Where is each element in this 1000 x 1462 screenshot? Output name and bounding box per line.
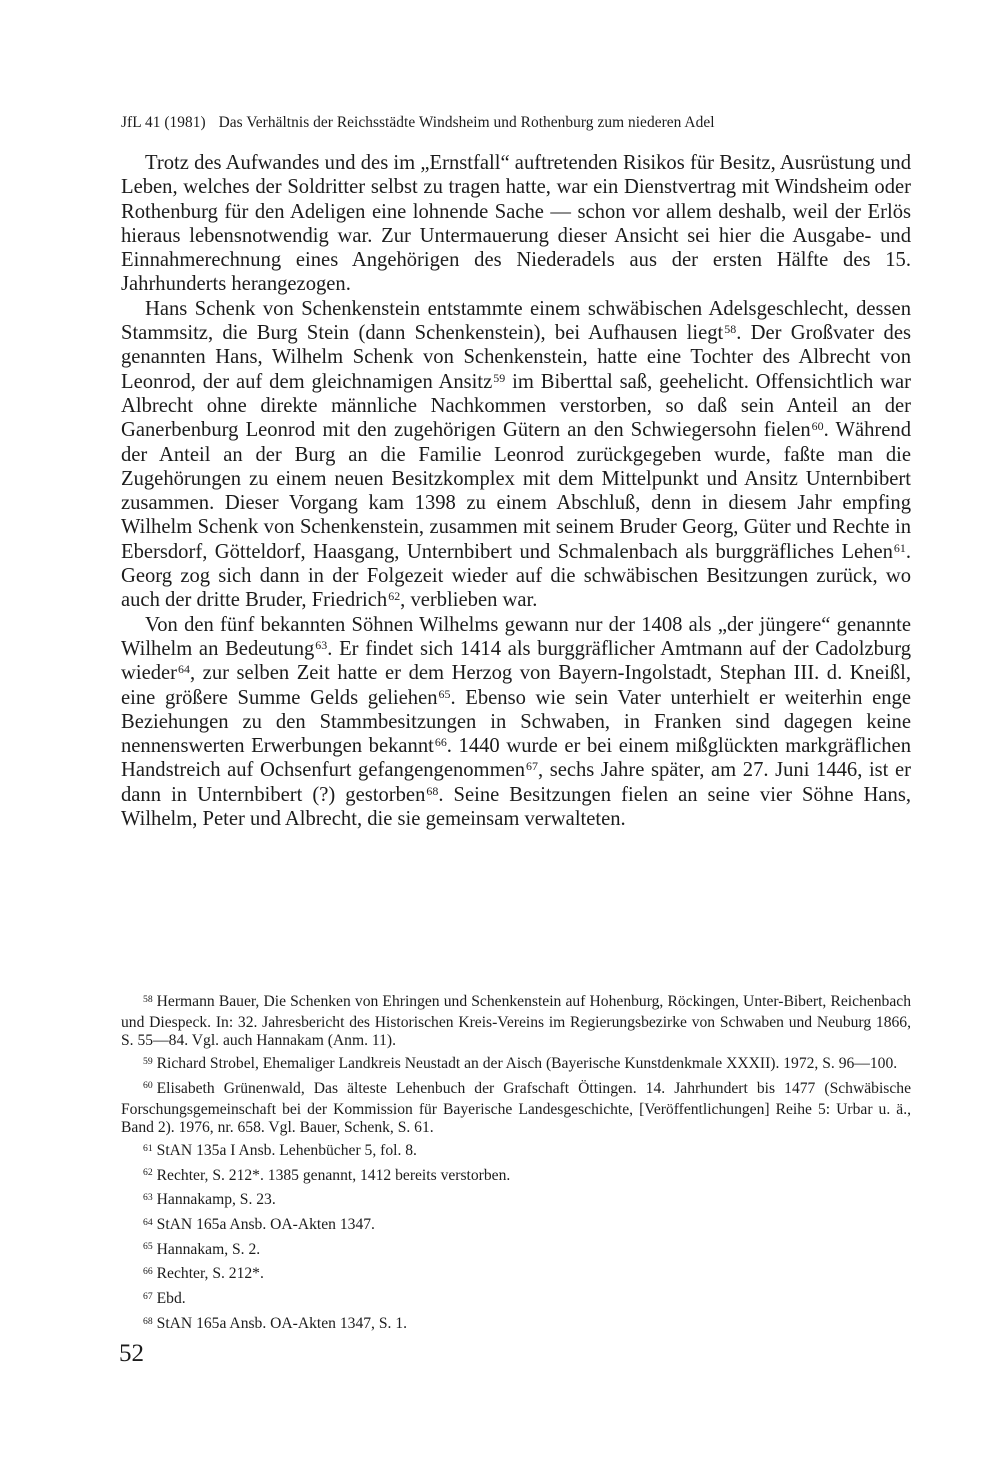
footnote-number: 67	[143, 1290, 153, 1302]
footnote-text: StAN 135a I Ansb. Lehenbücher 5, fol. 8.	[156, 1141, 417, 1159]
footnote-text: Hannakam, S. 2.	[156, 1240, 261, 1258]
footnotes	[121, 993, 911, 1340]
text-run: Trotz des Aufwandes und des im „Ernstfall“ auftretenden Risikos für Besitz, Ausrüstung und Leben, welches der Soldritter selbst zu tragen hatte, war ein Dienstvertrag mit Windsheim oder Rothenburg für den Adeligen eine lohnende Sache — schon vor allem deshalb, weil der Erlös hieraus lebensnotwendig war. Zur Untermauerung dieser Ansicht sei hier die Ausgabe- und Einnahmerechnung eines Angehörigen des Niederadels aus der ersten Hälfte des 15. Jahrhunderts herangezogen.	[121, 152, 911, 296]
text-run: . 1440 wurde er bei einem mißglückten markgräflichen Handstreich auf Ochsenfurt gefangengenommen	[121, 735, 911, 782]
body-paragraph	[121, 151, 911, 297]
footnote	[121, 1080, 911, 1138]
footnote	[121, 1216, 911, 1237]
footnote-reference: 59	[493, 370, 506, 385]
footnote	[121, 1265, 911, 1286]
footnote-number: 63	[143, 1191, 153, 1203]
footnote	[121, 1055, 911, 1076]
footnote-reference: 58	[724, 322, 737, 337]
text-run: . Georg zog sich dann in der Folgezeit wieder auf die schwäbischen Besitzungen zurück, wo auch der dritte Bruder, Friedrich	[121, 540, 911, 612]
text-run: Hans Schenk von Schenkenstein entstammte einem schwäbischen Adelsgeschlecht, dessen Stammsitz, die Burg Stein (dann Schenkenstein), bei Aufhausen liegt	[121, 297, 911, 345]
footnote	[121, 1315, 911, 1336]
footnote-number: 64	[143, 1216, 153, 1228]
footnote-number: 58	[143, 993, 153, 1005]
text-run: , zur selben Zeit hatte er dem Herzog von Bayern-Ingolstadt, Stephan III. d. Kneißl, eine größere Summe Gelds geliehen	[121, 662, 911, 709]
footnote	[121, 1191, 911, 1212]
footnote-reference: 62	[388, 589, 401, 604]
footnote	[121, 1167, 911, 1188]
footnote-reference: 60	[811, 419, 824, 434]
footnote-text: Elisabeth Grünenwald, Das älteste Lehenbuch der Grafschaft Öttingen. 14. Jahrhundert bis 1477 (Schwäbische Forschungsgemeinschaft bei der Kommission für Bayerische Landesgeschichte, [Veröffentlichungen] Reihe 5: Urbar u. ä., Band 2). 1976, nr. 658. Vgl. Bauer, Schenk, S. 61.	[121, 1079, 911, 1137]
footnote	[121, 993, 911, 1051]
footnote	[121, 1241, 911, 1262]
footnote-text: StAN 165a Ansb. OA-Akten 1347.	[156, 1216, 375, 1234]
text-run: im Biberttal saß, geehelicht. Offensichtlich war Albrecht ohne direkte männliche Nachkommen verstorben, so daß sein Anteil an der Ganerbenburg Leonrod mit den zugehörigen Gütern an den Schwiegersohn fielen	[121, 370, 911, 442]
text-run: . Während der Anteil an der Burg an die Familie Leonrod zurückgegeben wurde, faßte man die Zugehörungen zu einem neuen Besitzkomplex mit dem Mittelpunkt und Ansitz Unternbibert zusammen. Dieser Vorgang kam 1398 zu einem Abschluß, denn in diesem Jahr empfing Wilhelm Schenk von Schenkenstein, zusammen mit seinem Bruder Georg, Güter und Rechte in Ebersdorf, Götteldorf, Haasgang, Unternbibert und Schmalenbach als burggräfliches Lehen	[121, 419, 911, 563]
page-number: 52	[119, 1340, 144, 1367]
footnote-reference: 64	[178, 662, 190, 677]
footnote-reference: 68	[426, 783, 439, 798]
text-run: , verblieben war.	[400, 589, 538, 612]
text-run: , sechs Jahre später, am 27. Juni 1446, ist er dann in Unternbibert (?) gestorben	[121, 759, 911, 806]
footnote-text: StAN 165a Ansb. OA-Akten 1347, S. 1.	[156, 1314, 408, 1332]
text-run: . Der Großvater des genannten Hans, Wilhelm Schenk von Schenkenstein, hatte eine Tochter des Albrecht von Leonrod, der auf dem gleichnamigen Ansitz	[121, 322, 911, 393]
footnote-reference: 61	[893, 540, 906, 555]
footnote-number: 68	[143, 1315, 153, 1327]
footnote-number: 61	[143, 1142, 153, 1154]
footnote-number: 65	[143, 1241, 153, 1253]
footnote-text: Hannakamp, S. 23.	[156, 1191, 276, 1209]
footnote-text: Ebd.	[156, 1290, 186, 1308]
footnote-number: 62	[143, 1167, 153, 1179]
body-paragraph	[121, 297, 911, 613]
running-header	[121, 114, 911, 132]
text-run: . Seine Besitzungen fielen an seine vier Söhne Hans, Wilhelm, Peter und Albrecht, die sie gemeinsam verwalteten.	[121, 783, 911, 831]
footnote-number: 59	[143, 1055, 153, 1067]
footnote-number: 60	[143, 1080, 153, 1092]
footnote-text: Rechter, S. 212*. 1385 genannt, 1412 bereits verstorben.	[156, 1166, 511, 1184]
footnote-reference: 65	[438, 686, 451, 701]
footnote-text: Richard Strobel, Ehemaliger Landkreis Neustadt an der Aisch (Bayerische Kunstdenkmale XXXII). 1972, S. 96—100.	[156, 1055, 898, 1073]
footnote-text: Hermann Bauer, Die Schenken von Ehringen und Schenkenstein auf Hohenburg, Röckingen, Unter-Bibert, Reichenbach und Diespeck. In: 32. Jahresbericht des Historischen Kreis-Vereins im Regierungsbezirke von Schwaben und Neuburg 1866, S. 55—84. Vgl. auch Hannakam (Anm. 11).	[121, 993, 911, 1050]
footnote-reference: 66	[434, 735, 447, 750]
body-text	[121, 151, 911, 831]
running-title: Das Verhältnis der Reichsstädte Windsheim und Rothenburg zum niederen Adel	[218, 114, 715, 131]
footnote-text: Rechter, S. 212*.	[156, 1265, 264, 1283]
body-paragraph	[121, 613, 911, 832]
journal-reference: JfL 41 (1981)	[121, 114, 206, 131]
text-run: Von den fünf bekannten Söhnen Wilhelms gewann nur der 1408 als „der jüngere“ genannte Wilhelm an Bedeutung	[121, 613, 911, 660]
footnote	[121, 1142, 911, 1163]
footnote	[121, 1290, 911, 1311]
text-run: . Ebenso wie sein Vater unterhielt er weiterhin enge Beziehungen zu den Stammbesitzungen in Schwaben, in Franken sind dagegen keine nennenswerten Erwerbungen bekannt	[121, 686, 911, 758]
footnote-reference: 63	[315, 637, 328, 652]
text-run: . Er findet sich 1414 als burggräflicher Amtmann auf der Cadolzburg wieder	[121, 637, 911, 685]
footnote-reference: 67	[526, 759, 538, 774]
footnote-number: 66	[143, 1266, 153, 1278]
